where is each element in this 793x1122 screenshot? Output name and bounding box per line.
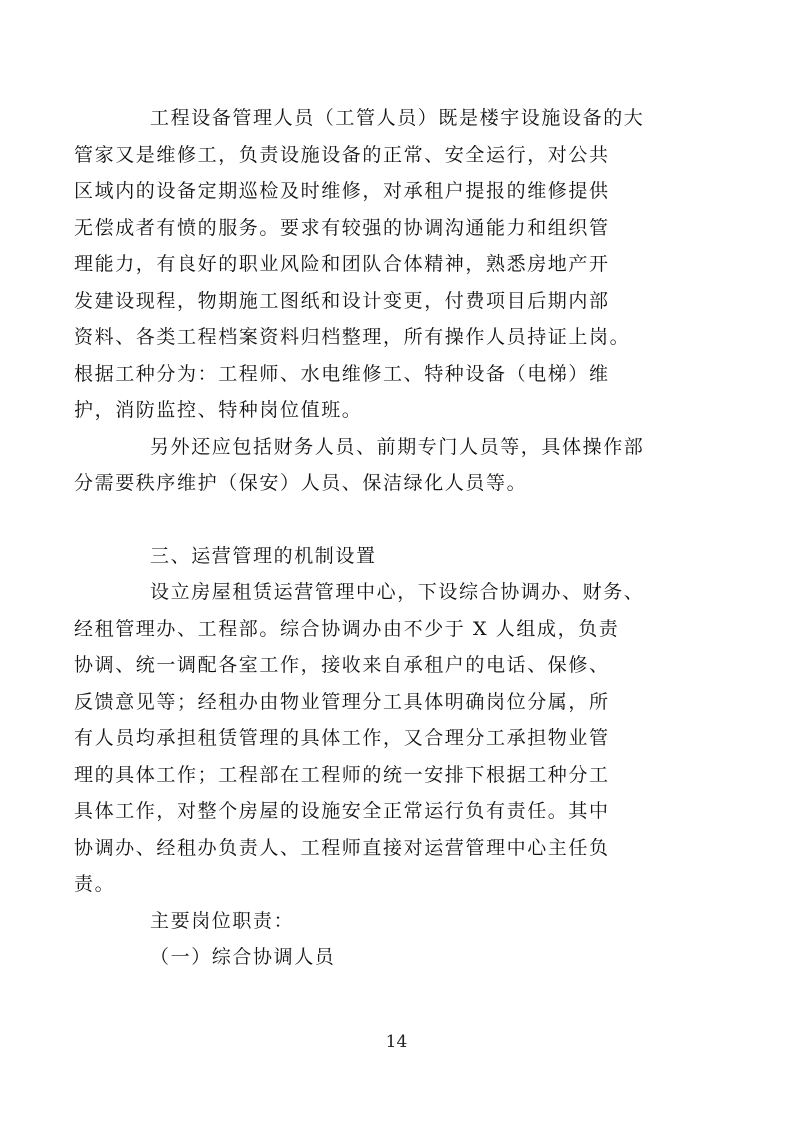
subheading-coordination-staff (112, 939, 688, 976)
text-line: 协调、统一调配各室工作，接收来自承租户的电话、保修、 (74, 654, 610, 676)
text-line: 发建设现程，物期施工图纸和设计变更，付费项目后期内部 (74, 289, 610, 312)
subheading-text: （一）综合协调人员 (150, 946, 336, 968)
text-line: 无偿成者有愤的服务。要求有较强的协调沟通能力和组织管 (74, 216, 610, 239)
paragraph-gap (112, 502, 688, 538)
text-line: 工程设备管理人员（工管人员）既是楼宇设施设备的大 (150, 107, 645, 129)
text-line: 责。 (74, 873, 116, 895)
text-line: 设立房屋租赁运营管理中心，下设综合协调办、财务、 (150, 581, 645, 603)
text-line: 护，消防监控、特种岗位值班。 (74, 399, 363, 421)
paragraph-main-duties (112, 903, 688, 940)
paragraph-management-center (74, 574, 688, 903)
text-line: 反馈意见等；经租办由物业管理分工具体明确岗位分属，所 (74, 690, 610, 713)
paragraph-engineering-staff (74, 100, 688, 429)
text-line: 有人员均承担租赁管理的具体工作，又合理分工承担物业管 (74, 727, 610, 749)
body-text (74, 100, 688, 976)
text-line: 另外还应包括财务人员、前期专门人员等，具体操作部 (150, 435, 645, 458)
paragraph-other-staff (74, 429, 688, 502)
section-heading-text: 三、运营管理的机制设置 (150, 544, 377, 567)
text-line: 理能力，有良好的职业风险和团队合体精神，熟悉房地产开 (74, 253, 610, 275)
text-line: 根据工种分为：工程师、水电维修工、特种设备（电梯）维 (74, 362, 610, 385)
text-line: 分需要秩序维护（保安）人员、保洁绿化人员等。 (74, 472, 528, 494)
page-number: 14 (385, 1032, 408, 1052)
text-line: 区域内的设备定期巡检及时维修，对承租户提报的维修提供 (74, 180, 610, 202)
text-line: 主要岗位职责： (150, 909, 295, 932)
text-line: 协调办、经租办负责人、工程师直接对运营管理中心主任负 (74, 836, 610, 859)
text-line: 管家又是维修工，负责设施设备的正常、安全运行，对公共 (74, 143, 610, 166)
text-line: 经租管理办、工程部。综合协调办由不少于 X 人组成，负责 (74, 617, 620, 640)
text-line: 理的具体工作；工程部在工程师的统一安排下根据工种分工 (74, 763, 610, 786)
section-heading-mechanism (112, 538, 688, 575)
text-line: 资料、各类工程档案资料归档整理，所有操作人员持证上岗。 (74, 326, 631, 348)
text-line: 具体工作，对整个房屋的设施安全正常运行负有责任。其中 (74, 800, 610, 822)
